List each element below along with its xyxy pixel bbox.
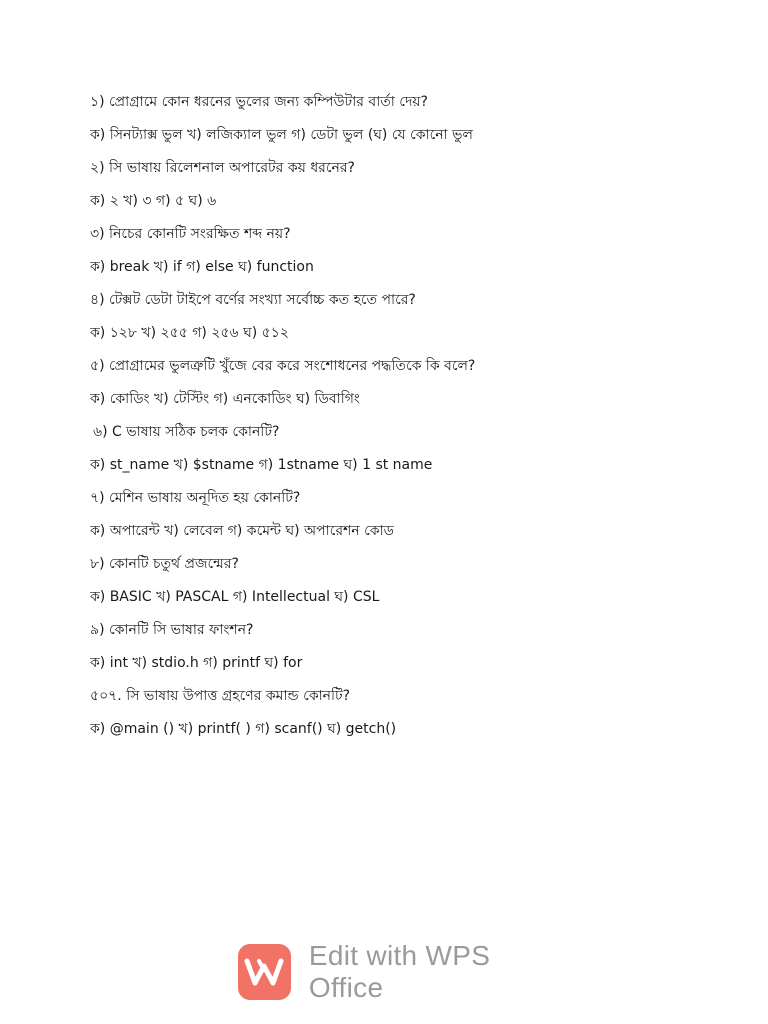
options-10: ক) @main () খ) printf( ) গ) scanf() ঘ) getch(): [90, 721, 397, 737]
options-3: ক) break খ) if গ) else ঘ) function: [90, 259, 314, 275]
wps-w-logo-icon[interactable]: [238, 944, 291, 1000]
question-5: ৫) প্রোগ্রামের ভুলত্রুটি খুঁজে বের করে সংশোধনের পদ্ধতিকে কি বলে?: [90, 358, 476, 374]
options-4: ক) ১২৮ খ) ২৫৫ গ) ২৫৬ ঘ) ৫১২: [90, 325, 289, 341]
question-6: ৬) C ভাষায় সঠিক চলক কোনটি?: [93, 424, 280, 440]
question-1: ১) প্রোগ্রামে কোন ধরনের ভুলের জন্য কম্পিউটার বার্তা দেয়?: [90, 94, 428, 110]
options-9: ক) int খ) stdio.h গ) printf ঘ) for: [90, 655, 303, 671]
options-2: ক) ২ খ) ৩ গ) ৫ ঘ) ৬: [90, 193, 217, 209]
options-5: ক) কোডিং খ) টেস্টিং গ) এনকোডিং ঘ) ডিবাগিং: [90, 391, 360, 407]
options-8: ক) BASIC খ) PASCAL গ) Intellectual ঘ) CSL: [90, 589, 380, 605]
wps-w-glyph-icon: [244, 957, 284, 987]
wps-footer[interactable]: [238, 942, 558, 1002]
question-9: ৯) কোনটি সি ভাষার ফাংশন?: [90, 622, 254, 638]
options-1: ক) সিনট্যাক্স ভুল খ) লজিক্যাল ভুল গ) ডেটা ভুল (ঘ) যে কোনো ভুল: [90, 127, 473, 143]
question-list: [90, 88, 730, 748]
question-8: ৮) কোনটি চতুর্থ প্রজন্মের?: [90, 556, 239, 572]
wps-edit-link[interactable]: Edit with WPS Office: [308, 940, 491, 1003]
question-10: ৫০৭. সি ভাষায় উপাত্ত গ্রহণের কমান্ড কোনটি?: [90, 688, 351, 704]
options-7: ক) অপারেন্ট খ) লেবেল গ) কমেন্ট ঘ) অপারেশন কোড: [90, 523, 394, 539]
question-7: ৭) মেশিন ভাষায় অনূদিত হয় কোনটি?: [90, 490, 301, 506]
question-4: ৪) টেক্সট ডেটা টাইপে বর্ণের সংখ্যা সর্বোচ্চ কত হতে পারে?: [90, 292, 416, 308]
question-3: ৩) নিচের কোনটি সংরক্ষিত শব্দ নয়?: [90, 226, 291, 242]
question-2: ২) সি ভাষায় রিলেশনাল অপারেটর কয় ধরনের?: [90, 160, 355, 176]
options-6: ক) st_name খ) $stname গ) 1stname ঘ) 1 st name: [90, 457, 433, 473]
